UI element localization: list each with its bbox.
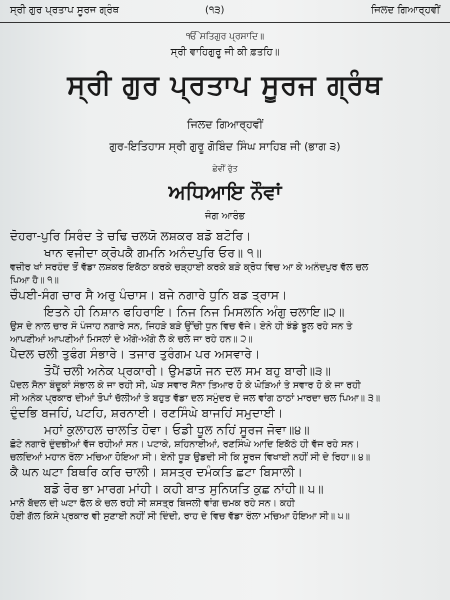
chapter-subheading: ਜੰਗ ਆਰੰਭ — [205, 211, 245, 222]
running-header-volume: ਜਿਲਦ ਗਿਆਰ੍ਹਵੀਂ — [371, 5, 440, 16]
text-body — [10, 228, 442, 523]
verse-line: ਇਤਨੇ ਹੀ ਨਿਸ਼ਾਨ ਫਹਿਰਾਇ। ਨਿਜ ਨਿਜ ਮਿਸਲਨਿ ਅੰਗੁ ਚਲਾਇ॥੨॥ — [44, 305, 345, 319]
book-subtitle: ਗੁਰ-ਇਤਿਹਾਸ ਸ੍ਰੀ ਗੁਰੂ ਗੋਬਿੰਦ ਸਿੰਘ ਸਾਹਿਬ ਜੀ (ਭਾਗ ੩) — [109, 140, 341, 153]
verse-line: ਦੁੰਦਭਿ ਬਜਹਿਂ, ਪਟਹਿ, ਸ਼ਰਨਾਈ। ਰਣਸਿੰਘੇ ਬਾਜਹਿਂ ਸਮੁਦਾਈ। — [10, 406, 284, 420]
verse-line: ਤੋਪੈਂ ਚਲੀ ਅਨੇਕ ਪ੍ਰਕਾਰੀ। ਉਮਡਯੋ ਜਨ ਦਲ ਸਮ ਬਹੁ ਬਾਰੀ॥੩॥ — [44, 364, 331, 378]
prose-line: ਸੀ ਅਨੇਕ ਪ੍ਰਕਾਰ ਦੀਆਂ ਤੋਪਾਂ ਚੱਲੀਆਂ ਤੇ ਬਹੁਤ ਵੱਡਾ ਦਲ ਸਮੁੰਦਰ ਦੇ ਜਲ ਵਾਂਗ ਠਾਠਾਂ ਮਾਰਦਾ ਚਲ ਪਿਆ॥ ੩॥ — [10, 392, 380, 404]
header-rule — [0, 22, 450, 23]
verse-line: ਖਾਨ ਵਜੀਦਾ ਕ੍ਰੋਪਕੈ ਗਮਨਿ ਅਨੰਦਪੁਰਿ ਓਰ॥ ੧॥ — [44, 246, 262, 260]
prose-line: ਚਲਦਿਆਂ ਮਹਾਨ ਰੌਲਾ ਮਚਿਆ ਹੋਇਆ ਸੀ। ਏਨੀ ਧੂੜ ਉਡਦੀ ਸੀ ਕਿ ਸੂਰਜ ਵਿਖਾਈ ਨਹੀਂ ਸੀ ਦੇ ਰਿਹਾ॥ ੪॥ — [10, 451, 370, 463]
prose-line: ਵਜ਼ੀਰ ਖਾਂ ਸਰਹੰਦ ਤੋਂ ਵੱਡਾ ਲਸ਼ਕਰ ਇਕੱਠਾ ਕਰਕੇ ਚੜ੍ਹਾਈ ਕਰਕੇ ਬੜੇ ਕ੍ਰੋਧ ਵਿਚ ਆ ਕੇ ਅਨੰਦਪੁਰ ਵੱਲ ਚਲ — [10, 262, 369, 273]
prose-line: ਹੋਈ ਗੱਲ ਕਿਸੇ ਪ੍ਰਕਾਰ ਵੀ ਸੁਣਾਈ ਨਹੀਂ ਸੀ ਦਿੰਦੀ, ਰਾਹ ਦੇ ਵਿਚ ਵੱਡਾ ਰੌਲਾ ਮਚਿਆ ਹੋਇਆ ਸੀ॥ ੫॥ — [10, 510, 350, 522]
verse-line: ਬਡੋ ਰੋਰ ਭਾ ਮਾਰਗ ਮਾਂਹੀ। ਕਹੀ ਬਾਤ ਸੁਨਿਯਤਿ ਕੁਛ ਨਾਂਹੀ॥ ੫॥ — [44, 482, 324, 496]
verse-line: ਪੈਦਲ ਚਲੀ ਤੁਫੰਗ ਸੰਭਾਰੇ। ਤਜਾਰ ਤੁਰੰਗਮ ਪਰ ਅਸਵਾਰੇ। — [10, 347, 261, 361]
prose-line: ਪਿਆ ਹੈ॥ ੧॥ — [10, 274, 59, 286]
page-number: (੧੩) — [205, 5, 225, 16]
season-label: ਛੇਵੀਂ ਰੁੱਤ — [212, 164, 238, 173]
prose-line: ਮਾਨੋ ਬੱਦਲ ਦੀ ਘਟਾ ਫੈਲ ਕੇ ਚਲ ਰਹੀ ਸੀ ਸ਼ਸਤ੍ਰ ਬਿਜਲੀ ਵਾਂਗ ਚਮਕ ਰਹੇ ਸਨ। ਕਹੀ — [10, 498, 295, 509]
verse-line: ਦੋਹਰਾ-ਪੁਰਿ ਸਿਰੰਦ ਤੇ ਚਢਿ ਚਲਯੋ ਲਸ਼ਕਰ ਬਡੋ ਬਟੋਰਿ। — [10, 229, 252, 243]
verse-line: ਮਹਾਂ ਕੁਲਾਹਲ ਚਾਲਤਿ ਹੋਵਾ। ਓਡੀ ਧੂਲ ਨਹਿਂ ਸੂਰਜ ਜੋਵਾ॥੪॥ — [44, 423, 310, 437]
book-title: ਸ੍ਰੀ ਗੁਰ ਪ੍ਰਤਾਪ ਸੂਰਜ ਗ੍ਰੰਥ — [67, 70, 383, 101]
prose-line: ਉਸ ਦੇ ਨਾਲ ਚਾਰ ਸੌ ਪੰਜਾਹ ਨਗਾਰੇ ਸਨ, ਜਿਹੜੇ ਬੜੇ ਉੱਚੀ ਧੁਨ ਵਿਚ ਵੱਜੇ। ਏਨੇ ਹੀ ਝੰਡੇ ਝੂਲ ਰਹੇ ਸਨ ਤੇ — [10, 321, 353, 332]
prose-line: ਛੋਟੇ ਨਗਾਰੇ ਦੁੰਦਭੀਆਂ ਵੱਜ ਰਹੀਆਂ ਸਨ। ਪਟਾਕੇ, ਸ਼ਹਿਨਾਈਆਂ, ਰਣਸਿੰਘੇ ਆਦਿ ਇਕੱਠੇ ਹੀ ਵੱਜ ਰਹੇ ਸਨ। — [10, 439, 360, 450]
verse-line: ਚੌਪਈ-ਸੰਗ ਚਾਰ ਸੈ ਅਰੁ ਪੰਚਾਸ। ਬਜੇ ਨਗਾਰੇ ਧੁਨਿ ਬਡ ਤ੍ਰਾਸ। — [10, 288, 288, 302]
invocation-line: ੴ ਸਤਿਗੁਰ ਪ੍ਰਸਾਦਿ॥ — [185, 32, 265, 42]
prose-line: ਆਪਣੀਆਂ ਆਪਣੀਆਂ ਮਿਸਲਾਂ ਦੇ ਅੱਗੇ-ਅੱਗੇ ਲੈ ਕੇ ਚਲੇ ਜਾ ਰਹੇ ਹਨ॥ ੨॥ — [10, 333, 253, 345]
verse-line: ਕੈ ਘਨ ਘਟਾ ਬਿਥਰਿ ਕਰਿ ਚਾਲੀ। ਸ਼ਸਤ੍ਰ ਦਮੰਕਤਿ ਛਟਾ ਬਿਸਾਲੀ। — [10, 465, 303, 479]
salutation-line: ਸ੍ਰੀ ਵਾਹਿਗੁਰੂ ਜੀ ਕੀ ਫ਼ਤਹਿ॥ — [170, 47, 280, 58]
chapter-heading: ਅਧਿਆਇ ਨੌਵਾਂ — [168, 180, 282, 204]
prose-line: ਪੈਦਲ ਸੈਨਾ ਬੰਦੂਕਾਂ ਸੰਭਾਲ ਕੇ ਜਾ ਰਹੀ ਸੀ, ਘੋੜ ਸਵਾਰ ਸੈਨਾ ਤਿਆਰ ਹੋ ਕੇ ਘੋੜਿਆਂ ਤੇ ਸਵਾਰ ਹੋ ਕੇ ਜਾ ਰਹੀ — [10, 380, 361, 391]
running-header-title: ਸ੍ਰੀ ਗੁਰ ਪ੍ਰਤਾਪ ਸੂਰਜ ਗ੍ਰੰਥ — [10, 5, 119, 16]
volume-label: ਜਿਲਦ ਗਿਆਰ੍ਹਵੀਂ — [187, 118, 263, 131]
